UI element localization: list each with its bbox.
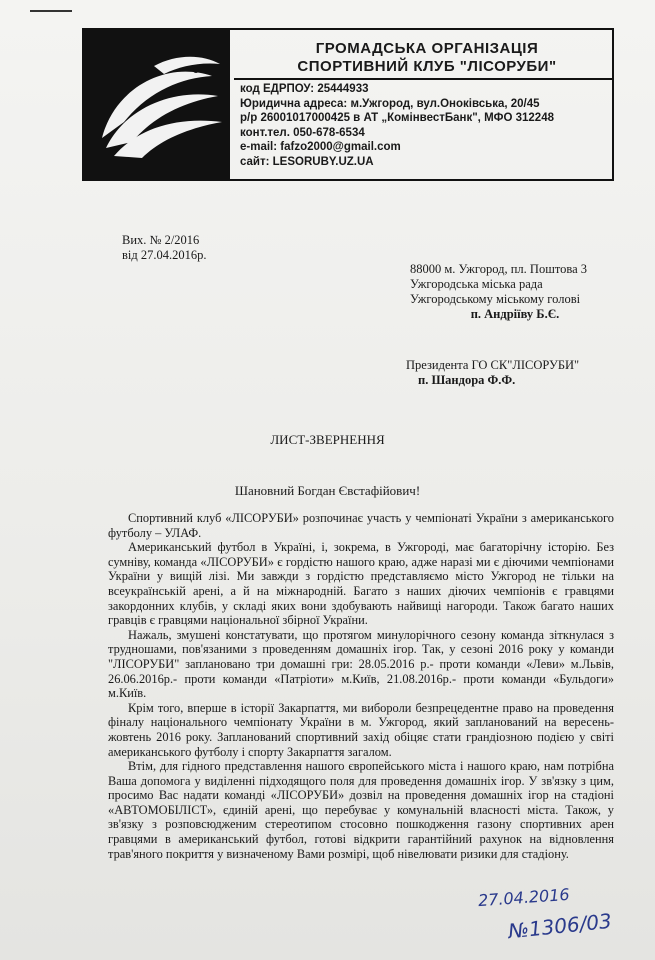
bank-account: р/р 26001017000425 в АТ „КомінвестБанк", МФО 312248 <box>240 112 554 124</box>
letterhead <box>82 28 614 181</box>
outgoing-date: від 27.04.2016р. <box>122 248 207 262</box>
sender-position: Президента ГО СК"ЛІСОРУБИ" <box>406 358 580 372</box>
top-mark <box>30 10 72 12</box>
edrpou-code: код ЕДРПОУ: 25444933 <box>240 83 369 95</box>
letter-title: ЛИСТ-ЗВЕРНЕННЯ <box>270 432 385 447</box>
paragraph: Спортивний клуб «ЛІСОРУБИ» розпочинає участь у чемпіонаті України з американського футболу – УЛАФ. <box>108 511 614 540</box>
letterhead-rule <box>234 78 612 80</box>
recipient-org: Ужгородська міська рада <box>410 277 543 291</box>
contact-phone: конт.тел. 050-678-6534 <box>240 126 365 139</box>
outgoing-ref: Вих. № 2/2016 <box>122 233 200 247</box>
outgoing-number <box>122 233 207 263</box>
sender-block <box>406 358 579 388</box>
legal-address: Юридична адреса: м.Ужгород, вул.Оноківська, 20/45 <box>240 97 540 110</box>
greeting: Шановний Богдан Євстафійович! <box>234 483 421 498</box>
letter-body <box>108 511 614 861</box>
paragraph: Нажаль, змушені констатувати, що протягом минулорічного сезону команда зіткнулася з трудношами, пов'язаними з проведенням домашніх ігор. Так, у сезоні 2016 року у команди "ЛІСОРУБИ" заплановано три домашні гри: 28.05.2016 р.- проти команди «Леви» м.Львів, 26.06.2016р.- проти команди «Патріоти» м.Київ, 21.08.2016р.- проти команди «Бульдоги» м.Київ. <box>108 627 614 701</box>
club-logo-icon <box>84 30 230 179</box>
paragraph: Втім, для гідного представлення нашого європейського міста і нашого краю, нам потрібна Ваша допомога у виділенні підходящого поля для проведення домашніх ігор. У зв'язку з цим, просимо Вас надати команді «ЛІСОРУБИ» дозвіл на проведення домашніх ігор на стадіоні «АВТОМОБІЛІСТ», єдиній арені, що перебуває у комунальній власності міста. Також, у зв'язку з розповсюдженим стереотипом стосовно пошкодження газону спортивних арен гравцями в американський футбол, готові відкрити гарантійний рахунок на відновлення трав'яного покриття у визначеному Вами розмірі, щоб нівелювати ризики для стадіону. <box>108 759 614 861</box>
email: e-mail: fafzo2000@gmail.com <box>240 141 401 153</box>
paragraph: Американський футбол в Україні, і, зокрема, в Ужгороді, має багаторічну історію. Без сумніву, команда «ЛІСОРУБИ» є гордістю нашого краю, адже наразі ми є діючими чемпіонами України у вищій лізі. Ми завжди з гордістю представляємо місто Ужгород не тільки на всеукраїнській арені, а й на міжнародній. Багато з наших діючих чемпіонів є гравцями закордонних клубів, у складі яких вони здобувають найвищі нагороди. Також багато наших гравців є гравцями національної збірної України. <box>108 540 614 628</box>
org-line-2: СПОРТИВНИЙ КЛУБ "ЛІСОРУБИ" <box>297 58 557 75</box>
recipient-position: Ужгородському міському голові <box>410 292 581 306</box>
recipient-address: 88000 м. Ужгород, пл. Поштова 3 <box>410 262 588 276</box>
organization-name <box>242 40 612 76</box>
paragraph: Крім того, вперше в історії Закарпаття, ми вибороли безпрецедентне право на проведення фіналу національного чемпіонату України в м. Ужгород, який запланований на вересень-жовтень 2016 року. Запланований спортивний захід обіцяє стати грандіозною подією у світі американського футболу і спорту Закарпаття загалом. <box>108 700 614 759</box>
website: сайт: LESORUBY.UZ.UA <box>240 155 374 168</box>
org-line-1: ГРОМАДСЬКА ОРГАНІЗАЦІЯ <box>315 40 539 57</box>
registration-number-stamp: №1306/03 <box>507 908 613 944</box>
recipient-name: п. Андріїву Б.Є. <box>470 307 560 321</box>
registration-date-stamp: 27.04.2016 <box>477 884 571 911</box>
recipient-block <box>410 262 620 322</box>
organization-details <box>240 82 614 169</box>
sender-name: п. Шандора Ф.Ф. <box>418 373 516 387</box>
